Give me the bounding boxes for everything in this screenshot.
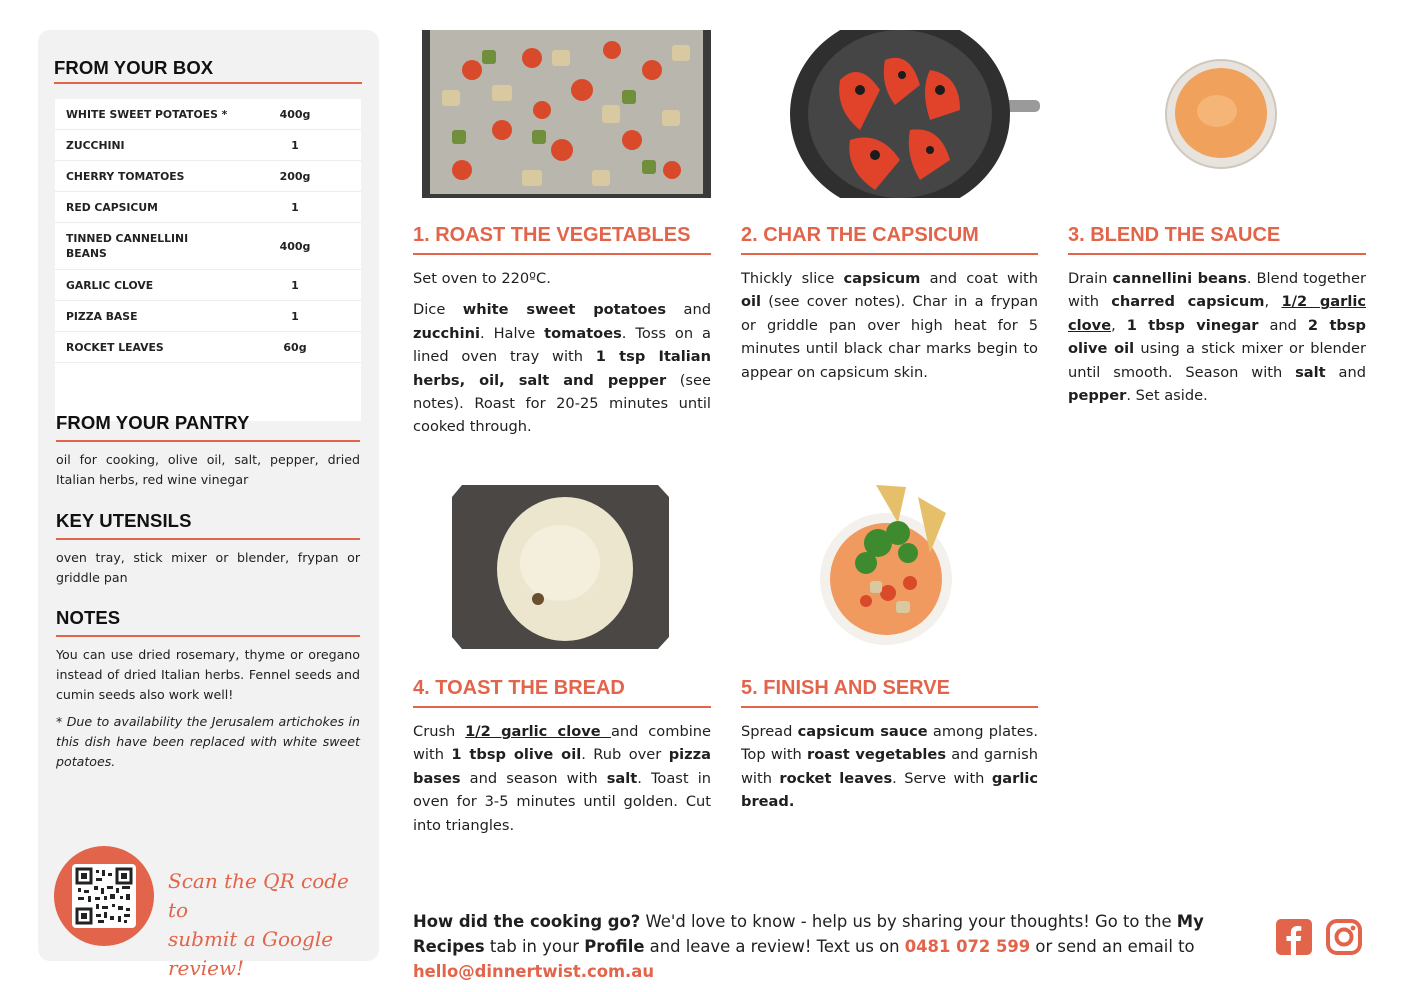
step-text: and [1258, 316, 1308, 334]
step-text: and season with [460, 769, 607, 787]
step-text: and [1325, 363, 1366, 381]
qr-code-icon [72, 864, 136, 928]
finished-dish-photo [818, 483, 956, 646]
ingredient-name: GARLIC CLOVE [66, 278, 154, 292]
ingredient-ref: 1 tbsp olive oil [451, 746, 582, 764]
step-title: 3. BLEND THE SAUCE [1068, 224, 1281, 246]
ingredient-ref: cannellini beans [1112, 270, 1247, 287]
step-text: Set oven to 220ºC. [413, 270, 551, 287]
step-text: and combine with [413, 723, 711, 764]
qr-caption [168, 867, 368, 983]
ingredient-ref: roast vegetables [807, 746, 947, 764]
utensils-section [56, 510, 360, 588]
ingredient-name: RED CAPSICUM [66, 200, 158, 214]
ingredient-ref: pizza bases [413, 746, 711, 787]
ingredient-qty: 1 [291, 309, 299, 323]
ingredient-qty: 1 [291, 138, 299, 152]
ingredient-name: ZUCCHINI [66, 138, 125, 152]
footer-text: We'd love to know - help us by sharing your thoughts! Go to the [640, 912, 1177, 931]
ingredient-name: ROCKET LEAVES [66, 340, 164, 354]
divider [56, 635, 360, 637]
feedback-footer [413, 909, 1263, 984]
sauce-bowl-photo [1165, 59, 1277, 169]
pantry-title: FROM YOUR PANTRY [56, 412, 250, 433]
roast-vegetables-photo [422, 30, 711, 198]
step-text: Dice [413, 301, 463, 319]
step-text: Drain [1068, 270, 1113, 287]
step-text: (see notes). Roast for 20-25 minutes until cooked through. [413, 371, 711, 436]
ingredient-ref: 1 tsp Italian herbs, oil, salt and pepper [413, 348, 712, 389]
ingredient-ref: garlic bread. [741, 769, 1038, 811]
ingredient-ref: salt [606, 769, 638, 787]
ingredient-name: TINNED CANNELLINI BEANS [66, 232, 189, 260]
ingredient-qty: 1 [291, 278, 299, 292]
char-capsicum-photo [790, 30, 1040, 198]
utensils-title: KEY UTENSILS [56, 510, 192, 531]
step-3-body [1068, 267, 1366, 407]
step-2-body [741, 267, 1038, 384]
ingredient-ref: pepper [1068, 387, 1127, 405]
divider [54, 82, 362, 84]
ingredient-ref: oil [741, 293, 762, 311]
ingredient-ref: 1 tbsp vinegar [1126, 316, 1259, 334]
ingredient-ref: zucchini [413, 324, 480, 342]
footer-text: or send an email to [1030, 937, 1195, 956]
step-text: . Blend together with [1068, 270, 1366, 311]
divider [741, 706, 1038, 708]
divider [56, 538, 360, 540]
step-text: among plates. Top with [741, 723, 1038, 764]
sidebar-panel [38, 30, 379, 980]
facebook-icon[interactable] [1276, 919, 1312, 955]
ingredient-ref: charred capsicum [1111, 293, 1265, 311]
qr-code-badge[interactable] [54, 846, 154, 946]
table-row [55, 301, 361, 332]
footer-question: How did the cooking go? [413, 912, 641, 931]
ingredient-qty: 400g [279, 239, 311, 253]
phone-link[interactable]: 0481 072 599 [904, 937, 1031, 956]
step-text: , [1111, 316, 1127, 334]
step-text: and garnish with [741, 746, 1038, 787]
ingredient-qty: 1 [291, 200, 299, 214]
table-row [55, 99, 361, 130]
step-text: and [666, 301, 711, 319]
email-link[interactable]: hello@dinnertwist.com.au [413, 962, 654, 981]
divider [741, 253, 1038, 255]
table-row [55, 192, 361, 223]
step-text: . Halve [479, 324, 545, 342]
box-title: FROM YOUR BOX [54, 57, 214, 78]
step-text: using a stick mixer or blender until smooth. Season with [1068, 340, 1366, 381]
ingredient-ref: 1/2 garlic clove [1068, 293, 1366, 334]
step-text: Thickly slice [741, 270, 844, 287]
divider [413, 253, 711, 255]
toast-bread-photo [450, 483, 671, 650]
step-title: 5. FINISH AND SERVE [741, 677, 950, 699]
step-text: . Serve with [892, 769, 992, 787]
table-row [55, 270, 361, 301]
step-text: . Toss on a lined oven tray with [413, 324, 711, 366]
footer-text: and leave a review! Text us on [644, 937, 905, 956]
pantry-text: oil for cooking, olive oil, salt, pepper, dried Italian herbs, red wine vinegar [56, 452, 360, 487]
ingredient-qty: 200g [279, 169, 311, 183]
table-row [55, 130, 361, 161]
ingredient-ref: capsicum sauce [797, 723, 928, 740]
ingredient-ref: 1/2 garlic clove [465, 723, 611, 740]
divider [413, 706, 711, 708]
step-text: , [1264, 293, 1282, 311]
qr-caption-line: Scan the QR code to [168, 869, 349, 922]
step-text: Crush [413, 723, 466, 740]
my-recipes-ref: My Recipes [413, 912, 1204, 956]
footer-text: tab in your [484, 937, 585, 956]
ingredient-name: WHITE SWEET POTATOES * [66, 107, 228, 121]
divider [1068, 253, 1366, 255]
step-text: Spread [741, 723, 798, 740]
instagram-icon[interactable] [1326, 919, 1362, 955]
ingredient-ref: tomatoes [544, 324, 622, 342]
step-text: (see cover notes). Char in a frypan or griddle pan over high heat for 5 minutes until black char marks begin to appear on capsicum skin. [741, 293, 1038, 381]
step-1-body [413, 267, 711, 439]
ingredient-qty: 60g [283, 340, 307, 354]
ingredient-ref: 2 tbsp olive oil [1068, 316, 1367, 358]
step-5-body [741, 720, 1038, 814]
ingredient-qty: 400g [279, 107, 311, 121]
step-4-body [413, 720, 711, 837]
notes-text: You can use dried rosemary, thyme or oregano instead of dried Italian herbs. Fennel seeds and cumin seeds also work well! [56, 647, 360, 702]
ingredients-table [55, 99, 361, 421]
ingredient-ref: rocket leaves [779, 769, 893, 787]
table-row [55, 161, 361, 192]
notes-section [56, 607, 360, 772]
ingredient-name: PIZZA BASE [66, 309, 138, 323]
step-title: 4. TOAST THE BREAD [413, 677, 625, 699]
table-row [55, 332, 361, 363]
utensils-text: oven tray, stick mixer or blender, frypan or griddle pan [56, 550, 360, 585]
ingredient-ref: salt [1295, 363, 1326, 381]
profile-ref: Profile [584, 937, 645, 956]
qr-caption-line: submit a Google review! [168, 927, 334, 980]
ingredient-ref: capsicum [843, 270, 921, 287]
ingredient-ref: white sweet potatoes [462, 301, 667, 319]
table-row [55, 223, 361, 270]
step-title: 2. CHAR THE CAPSICUM [741, 224, 979, 246]
divider [56, 440, 360, 442]
notes-footnote: * Due to availability the Jerusalem artichokes in this dish have been replaced with white sweet potatoes. [56, 714, 360, 769]
step-text: . Rub over [581, 746, 669, 764]
step-text: . Toast in oven for 3-5 minutes until golden. Cut into triangles. [413, 769, 711, 834]
step-text: and coat with [920, 270, 1038, 287]
step-text: . Set aside. [1126, 387, 1208, 405]
step-title: 1. ROAST THE VEGETABLES [413, 224, 691, 246]
ingredient-name: CHERRY TOMATOES [66, 169, 185, 183]
pantry-section [56, 412, 360, 490]
notes-title: NOTES [56, 607, 121, 628]
